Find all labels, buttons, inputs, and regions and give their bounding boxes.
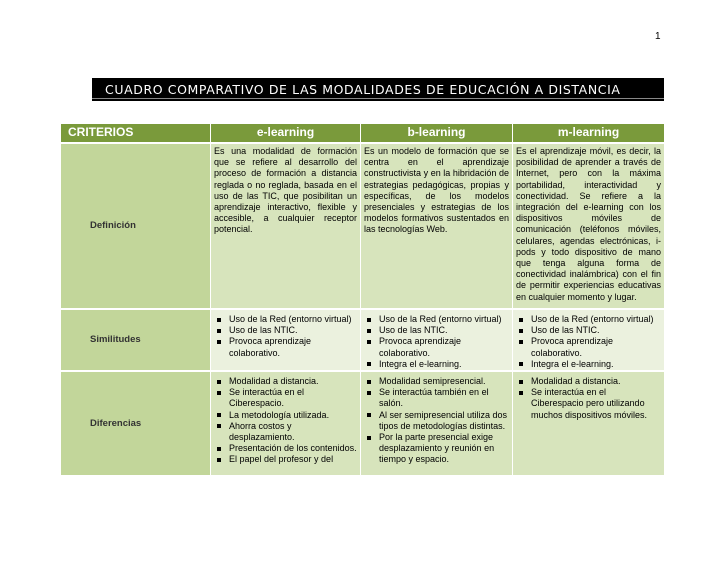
- definicion-b-learning-text: Es un modelo de formación que se centra en el aprendizaje constructivista y en la hibridación de estrategias pedagógicas, propias y específicas, de los modelos presenciales y estrategias de los modelos formativos sustentados en las tecnologías Web.: [364, 146, 509, 235]
- list-item: La metodología utilizada.: [214, 410, 357, 421]
- list-item: Uso de la Red (entorno virtual): [214, 314, 357, 325]
- document-title: [92, 78, 664, 101]
- document-title-text: CUADRO COMPARATIVO DE LAS MODALIDADES DE EDUCACIÓN A DISTANCIA: [105, 82, 621, 97]
- list-item: El papel del profesor y del: [214, 454, 357, 465]
- list-item: Uso de la Red (entorno virtual): [364, 314, 509, 325]
- definicion-e-learning: [211, 144, 361, 310]
- list-item: Al ser semipresencial utiliza dos tipos de metodologías distintas.: [364, 410, 509, 432]
- list-item: Se interactúa en el Ciberespacio.: [214, 387, 357, 409]
- list-item: Presentación de los contenidos.: [214, 443, 357, 454]
- page-number: 1: [655, 31, 661, 42]
- diferencias-e-learning: [211, 372, 361, 477]
- list-item: Modalidad a distancia.: [516, 376, 661, 387]
- criterio-similitudes: Similitudes: [61, 310, 211, 372]
- header-e-learning: e-learning: [211, 124, 361, 144]
- similitudes-b-learning: [361, 310, 513, 372]
- definicion-m-learning-text: Es el aprendizaje móvil, es decir, la posibilidad de aprender a través de Internet, pero con la máxima portabilidad, interactividad y conectividad. Se refiere a la integración del e-learning con los dispositivos móviles de comunicación (teléfonos móviles, celulares, agendas electrónicas, i-pods y todo dispositivo de mano que tenga alguna forma de conectividad inalámbrica) con el fin de permitir experiencias educativas en cualquier momento y lugar.: [516, 146, 661, 302]
- similitudes-m-learning: [513, 310, 664, 372]
- list-item: Uso de las NTIC.: [516, 325, 661, 336]
- list-item: Provoca aprendizaje colaborativo.: [516, 336, 661, 358]
- definicion-e-learning-text: Es una modalidad de formación que se refiere al desarrollo del proceso de formación a distancia reglada o no reglada, basada en el uso de las TIC, que posibilitan un aprendizaje interactivo, flexible y accesible, a cualquier receptor potencial.: [214, 146, 357, 235]
- diferencias-m-learning: [513, 372, 664, 477]
- list-item: Modalidad a distancia.: [214, 376, 357, 387]
- list-item: Se interactúa en el Ciberespacio pero utilizando muchos dispositivos móviles.: [516, 387, 661, 421]
- comparison-table: [61, 124, 664, 477]
- diferencias-b-learning: [361, 372, 513, 477]
- list-item: Provoca aprendizaje colaborativo.: [364, 336, 509, 358]
- list-item: Integra el e-learning.: [364, 359, 509, 370]
- header-b-learning: b-learning: [361, 124, 513, 144]
- header-m-learning: m-learning: [513, 124, 664, 144]
- similitudes-e-learning: [211, 310, 361, 372]
- definicion-m-learning: [513, 144, 664, 310]
- criterio-diferencias: Diferencias: [61, 372, 211, 477]
- header-criterios: CRITERIOS: [61, 124, 211, 144]
- list-item: Integra el e-learning.: [516, 359, 661, 370]
- definicion-b-learning: [361, 144, 513, 310]
- list-item: Modalidad semipresencial.: [364, 376, 509, 387]
- list-item: Provoca aprendizaje colaborativo.: [214, 336, 357, 358]
- list-item: Ahorra costos y desplazamiento.: [214, 421, 357, 443]
- list-item: Se interactúa también en el salón.: [364, 387, 509, 409]
- list-item: Uso de la Red (entorno virtual): [516, 314, 661, 325]
- list-item: Por la parte presencial exige desplazamiento y reunión en tiempo y espacio.: [364, 432, 509, 466]
- list-item: Uso de las NTIC.: [364, 325, 509, 336]
- list-item: Uso de las NTIC.: [214, 325, 357, 336]
- criterio-definicion: Definición: [61, 144, 211, 310]
